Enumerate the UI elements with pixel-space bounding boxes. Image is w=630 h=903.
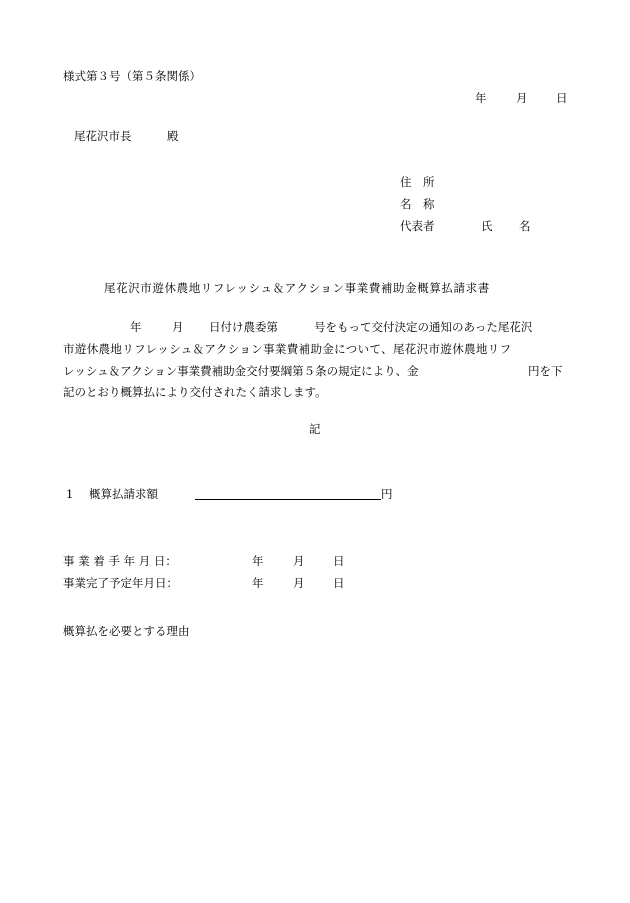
item1-row bbox=[0, 487, 630, 501]
end-date-label: 事業完了予定年月日： bbox=[63, 576, 178, 590]
end-day-label: 日 bbox=[333, 576, 345, 590]
start-day-label: 日 bbox=[333, 554, 345, 568]
end-month-label: 月 bbox=[293, 576, 305, 590]
representative-label: 代表者 bbox=[400, 219, 435, 233]
body-line-1 bbox=[0, 320, 630, 334]
date-day-label: 日 bbox=[556, 91, 568, 105]
body-line1-rest: 号をもって交付決定の通知のあった尾花沢 bbox=[314, 320, 533, 334]
form-label: 様式第３号（第５条関係） bbox=[63, 69, 201, 83]
representative-row bbox=[0, 219, 630, 233]
body-line-4: 記のとおり概算払により交付されたく請求します。 bbox=[63, 385, 327, 399]
date-year-label: 年 bbox=[475, 91, 487, 105]
start-date-row bbox=[0, 554, 630, 568]
end-date-row bbox=[0, 576, 630, 590]
start-year-label: 年 bbox=[252, 554, 264, 568]
start-date-label: 事 業 着 手 年 月 日： bbox=[63, 554, 177, 568]
rep-name-label-1: 氏 bbox=[481, 219, 493, 233]
addressee-row bbox=[0, 129, 630, 143]
honorific: 殿 bbox=[167, 129, 179, 143]
body-line3-a: レッシュ＆アクション事業費補助金交付要綱第５条の規定により、金 bbox=[63, 364, 419, 378]
body-line3-b: 円を下 bbox=[528, 364, 563, 378]
ki-label: 記 bbox=[309, 422, 321, 436]
end-year-label: 年 bbox=[252, 576, 264, 590]
item1-amount-blank bbox=[195, 487, 381, 502]
address-label: 住 所 bbox=[400, 175, 435, 189]
body-dated-label: 日付け農委第 bbox=[209, 320, 278, 334]
name-label: 名 称 bbox=[400, 197, 435, 211]
item1-unit: 円 bbox=[381, 487, 393, 501]
start-month-label: 月 bbox=[293, 554, 305, 568]
item1-label: 概算払請求額 bbox=[89, 487, 158, 501]
reason-label: 概算払を必要とする理由 bbox=[63, 624, 190, 638]
rep-name-label-2: 名 bbox=[519, 219, 531, 233]
item1-number: 1 bbox=[66, 487, 74, 501]
date-month-label: 月 bbox=[516, 91, 528, 105]
body-line-2: 市遊休農地リフレッシュ＆アクション事業費補助金について、尾花沢市遊休農地リフ bbox=[63, 342, 512, 356]
addressee: 尾花沢市長 bbox=[74, 129, 132, 143]
body-year-label: 年 bbox=[130, 320, 142, 334]
date-header bbox=[0, 91, 630, 105]
body-line-3 bbox=[0, 364, 630, 378]
document-title: 尾花沢市遊休農地リフレッシュ＆アクション事業費補助金概算払請求書 bbox=[104, 281, 490, 295]
body-month-label: 月 bbox=[172, 320, 184, 334]
